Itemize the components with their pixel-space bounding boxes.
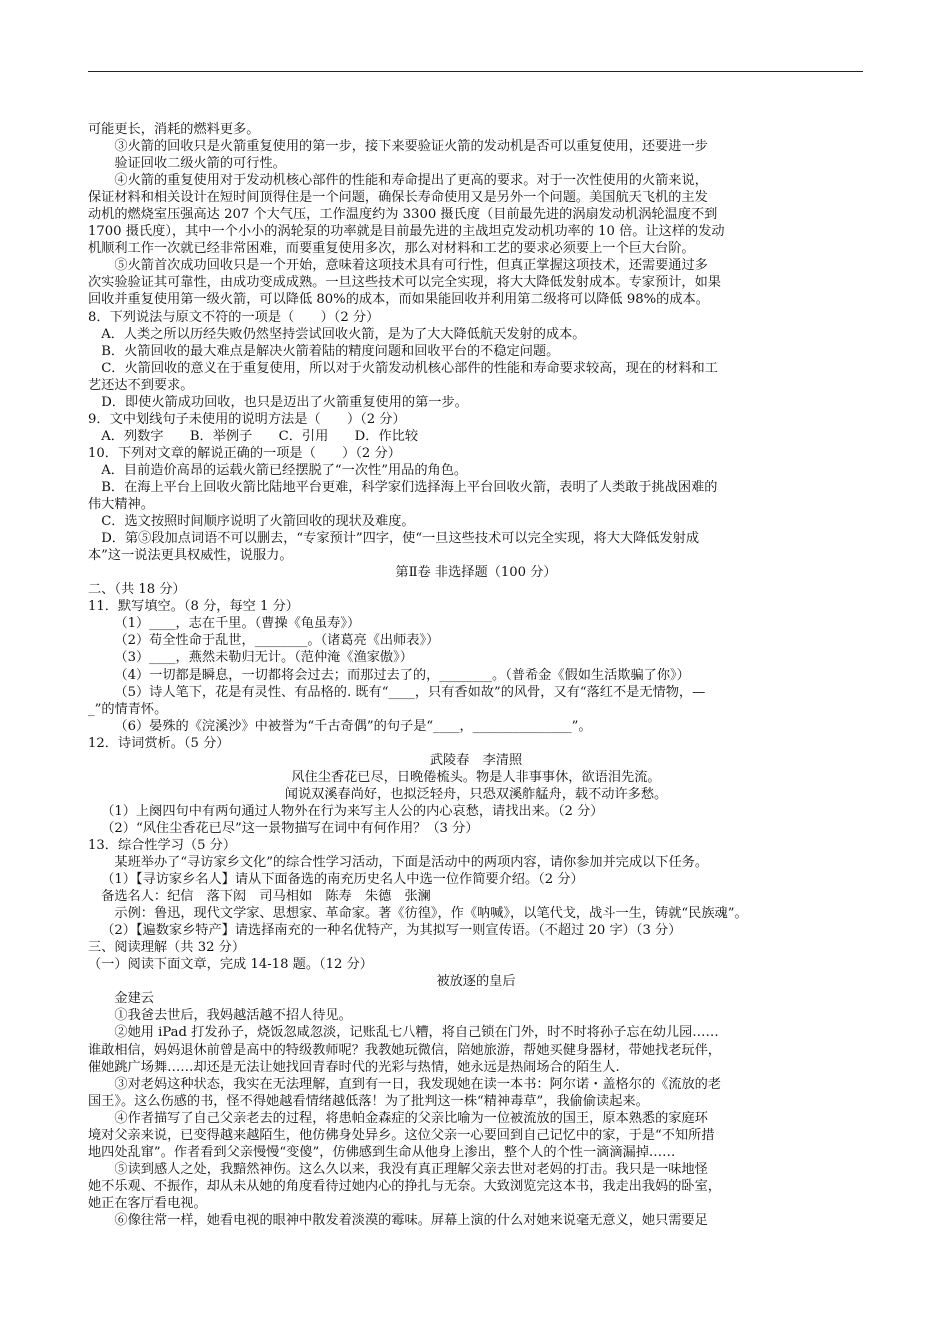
text-line: 境对父亲来说，已变得越来越陌生，他仿佛身处异乡。这位父亲一心要回到自己记忆中的家，于是“不知所措 — [88, 1127, 715, 1143]
text-line: 催她跳广场舞……却还是无法让她找回青春时代的光彩与热情，她永远是热闹场合的陌生人. — [88, 1059, 620, 1075]
text-line: 谁敢相信，妈妈退休前曾是高中的特级教师呢？我教她玩微信，陪她旅游，帮她买健身器材，带她找老玩伴， — [88, 1042, 721, 1058]
text-line: 艺还达不到要求。 — [88, 377, 194, 393]
text-line: 她正在客厅看电视。 — [88, 1195, 207, 1211]
text-line: 12．诗词赏析。（5 分） — [88, 735, 230, 751]
text-line: （1）上阕四句中有两句通过人物外在行为来写主人公的内心哀愁，请找出来。（2 分） — [101, 803, 604, 819]
text-line: ⑤火箭首次成功回收只是一个开始，意味着这项技术具有可行性，但真正掌握这项技术，还需要通过多 — [114, 258, 708, 274]
text-line: （2）【遍数家乡特产】请选择南充的一种名优特产，为其拟写一则宣传语。（不超过 20 字）（3 分） — [101, 923, 682, 939]
text-line: 二、（共 18 分） — [88, 582, 186, 598]
text-line: 1700 摄氏度），其中一个小小的涡轮泵的功率就是目前最先进的主战坦克发动机功率的 10 倍。让这样的发动 — [88, 224, 725, 240]
text-line: （2）“风住尘香花已尽”这一景物描写在词中有何作用？（3 分） — [101, 820, 479, 836]
text-line: 机顺利工作一次就已经非常困难，而要重复使用多次，那么对材料和工艺的要求必须要上一个巨大台阶。 — [88, 241, 695, 257]
text-line: （1）【寻访家乡名人】请从下面备选的南充历史名人中选一位作简要介绍。（2 分） — [101, 872, 584, 888]
text-line: 13．综合性学习（5 分） — [88, 837, 237, 853]
text-line: ④火箭的重复使用对于发动机核心部件的性能和寿命提出了更高的要求。对于一次性使用的火箭来说， — [114, 173, 708, 189]
text-line: ①我爸去世后，我妈越活越不招人待见。 — [114, 1008, 352, 1024]
text-line: B．在海上平台上回收火箭比陆地平台更难，科学家们选择海上平台回收火箭，表明了人类敢于挑战困难的 — [101, 479, 718, 495]
text-line: A．列数字 B．举例子 C．引用 D．作比较 — [101, 428, 419, 444]
text-line: 风住尘香花已尽，日晚倦梳头。物是人非事事休，欲语泪先流。 — [291, 769, 661, 785]
text-line: ④作者描写了自己父亲老去的过程，将患帕金森症的父亲比喻为一位被流放的国王，原本熟悉的家庭环 — [114, 1110, 708, 1126]
text-line: ⑤读到感人之处，我黯然神伤。这么久以来，我没有真正理解父亲去世对老妈的打击。我只是一味地怪 — [114, 1161, 708, 1177]
text-line: （1）____，志在千里。（曹操《龟虽寿》） — [114, 616, 361, 632]
text-line: （3）____，燕然未勒归无计。（范仲淹《渔家傲》） — [114, 650, 413, 666]
text-line: A．目前造价高昂的运载火箭已经摆脱了“一次性”用品的角色。 — [101, 462, 468, 478]
text-line: C．选文按照时间顺序说明了火箭回收的现状及难度。 — [101, 514, 415, 530]
document-body — [88, 121, 864, 1229]
text-line: 伟大精神。 — [88, 497, 154, 513]
text-line: 被放逐的皇后 — [436, 974, 516, 990]
text-line: （一）阅读下面文章，完成 14-18 题。（12 分） — [88, 957, 373, 973]
text-line: 回收并重复使用第一级火箭，可以降低 80%的成本，而如果能回收并利用第二级将可以降低 98%的成本。 — [88, 292, 709, 308]
text-line: ③火箭的回收只是火箭重复使用的第一步，接下来要验证火箭的发动机是否可以重复使用，还要进一步 — [114, 139, 708, 155]
text-line: 10．下列对文章的解说正确的一项是（ ）（2 分） — [88, 445, 401, 461]
text-line: 国王》。这么伤感的书，怪不得她越看情绪越低落！为了批判这一株“精神毒草”，我偷偷读起来。 — [88, 1093, 649, 1109]
text-line: 保证材料和相关设计在短时间顶得住是一个问题，确保长寿命使用又是另外一个问题。美国航天飞机的主发 — [88, 190, 708, 206]
text-line: （6）晏殊的《浣溪沙》中被誉为“千古奇偶”的句子是“____，_______________”。 — [114, 718, 592, 734]
header-rule — [88, 71, 863, 72]
text-line: （2）苟全性命于乱世，________。（诸葛亮《出师表》） — [114, 633, 440, 649]
text-line: 11．默写填空。（8 分，每空 1 分） — [88, 599, 299, 615]
text-line: 备选名人：纪信 落下闳 司马相如 陈寿 朱德 张澜 — [101, 889, 431, 905]
text-line: D．第⑤段加点词语不可以删去，“专家预计”四字，使“一旦这些技术可以完全实现，将大大降低发射成 — [101, 531, 700, 547]
text-line: 金建云 — [114, 991, 154, 1007]
text-line: 验证回收二级火箭的可行性。 — [114, 156, 286, 172]
text-line: C．火箭回收的意义在于重复使用，所以对于火箭发动机核心部件的性能和寿命要求较高，现在的材料和工 — [101, 360, 718, 376]
text-line: ⑥像往常一样，她看电视的眼神中散发着淡漠的霉味。屏幕上演的什么对她来说毫无意义，她只需要足 — [114, 1213, 708, 1228]
text-line: 闻说双溪春尚好，也拟泛轻舟，只恐双溪舴艋舟，载不动许多愁。 — [284, 786, 668, 802]
text-line: 本”这一说法更具权威性，说服力。 — [88, 548, 293, 564]
text-line: 第Ⅱ卷 非选择题（100 分） — [395, 565, 557, 581]
text-line: 8．下列说法与原文不符的一项是（ ）（2 分） — [88, 309, 380, 325]
text-line: 她不乐观、不振作，却从未从她的角度看待过她内心的挣扎与无奈。大致浏览完这本书，我走出我妈的卧室， — [88, 1178, 721, 1194]
text-line: （4）一切都是瞬息，一切都将会过去；而那过去了的，________。（普希金《假如生活欺骗了你》） — [114, 667, 690, 683]
text-line: 9．文中划线句子未使用的说明方法是（ ）（2 分） — [88, 411, 406, 427]
text-line: B．火箭回收的最大难点是解决火箭着陆的精度问题和回收平台的不稳定问题。 — [101, 343, 560, 359]
text-line: ②她用 iPad 打发孙子，烧饭忽咸忽淡，记账乱七八糟，将自己锁在门外，时不时将孙子忘在幼儿园…… — [114, 1025, 719, 1041]
text-line: 三、阅读理解（共 32 分） — [88, 940, 246, 956]
text-line: 武陵春 李清照 — [429, 752, 523, 768]
text-line: 地四处乱窜”。作者看到父亲慢慢“变傻”，仿佛感到生命从他身上渗出，整个人的个性一滴滴漏掉…… — [88, 1144, 676, 1160]
text-line: A．人类之所以历经失败仍然坚持尝试回收火箭，是为了大大降低航天发射的成本。 — [101, 326, 586, 342]
text-line: 某班举办了“寻访家乡文化”的综合性学习活动，下面是活动中的两项内容，请你参加并完成以下任务。 — [114, 855, 709, 871]
text-line: 示例：鲁迅，现代文学家、思想家、革命家。著《彷徨》，作《呐喊》，以笔代戈，战斗一生，铸就“民族魂”。 — [114, 906, 748, 922]
text-line: 次实验验证其可靠性，由成功变成成熟。一旦这些技术可以完全实现，将大大降低发射成本。专家预计，如果 — [88, 275, 721, 291]
text-line: ③对老妈这种状态，我实在无法理解，直到有一日，我发现她在读一本书：阿尔诺・盖格尔的《流放的老 — [114, 1076, 722, 1092]
text-line: （5）诗人笔下，花是有灵性、有品格的. 既有“____，只有香如故”的风骨，又有“落红不是无情物，— — [114, 684, 706, 700]
text-line: 可能更长，消耗的燃料更多。 — [88, 122, 260, 137]
text-line: D．即使火箭成功回收，也只是迈出了火箭重复使用的第一步。 — [101, 394, 468, 410]
text-line: 动机的燃烧室压强高达 207 个大气压，工作温度约为 3300 摄氏度（目前最先进的涡扇发动机涡轮温度不到 — [88, 207, 718, 223]
text-line: _”的情青怀。 — [88, 701, 168, 717]
